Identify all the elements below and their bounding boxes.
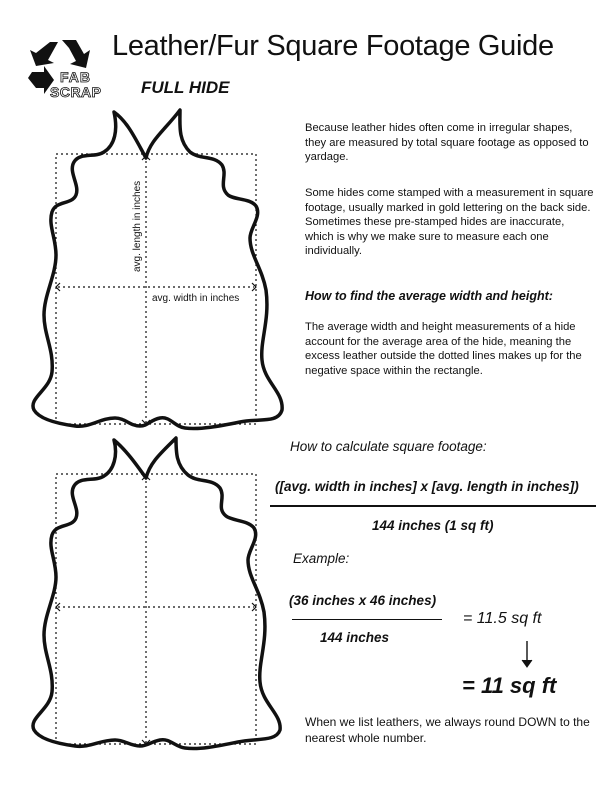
page-subtitle: FULL HIDE (141, 78, 230, 97)
hide-outline-top (33, 110, 282, 429)
page-title: Leather/Fur Square Footage Guide (112, 30, 554, 62)
average-paragraph: The average width and height measurements of a hide account for the average area of the hide, meaning the excess leather outside the dotted lines makes up for the negative space within the rectangle. (305, 321, 582, 377)
example-label: Example: (293, 551, 350, 566)
rounding-note: When we list leathers, we always round DOWN to the nearest whole number. (305, 715, 590, 745)
width-height-heading: How to find the average width and height: (305, 289, 553, 303)
example-numerator: (36 inches x 46 inches) (289, 593, 437, 608)
width-label: avg. width in inches (152, 293, 240, 304)
example-result: = 11.5 sq ft (463, 610, 542, 627)
logo-text-fab: FAB (60, 69, 91, 85)
formula-divider (270, 505, 596, 507)
formula-numerator: ([avg. width in inches] x [avg. length in inches]) (275, 479, 579, 494)
formula-denominator: 144 inches (1 sq ft) (372, 518, 494, 533)
arrow-down-icon (520, 641, 534, 669)
hide-outline-bottom (33, 438, 280, 749)
calc-heading: How to calculate square footage: (290, 439, 487, 454)
example-denominator: 144 inches (320, 630, 390, 645)
length-label: avg. length in inches (132, 180, 143, 272)
stamp-paragraph: Some hides come stamped with a measurement in square footage, usually marked in gold lettering on the back side. Sometimes these pre-stamped hides are inaccurate, which is why we make sure to measure each one individually. (305, 187, 594, 257)
logo-text-scrap: SCRAP (50, 84, 102, 100)
intro-paragraph: Because leather hides often come in irregular shapes, they are measured by total square footage as opposed to yardage. (305, 122, 589, 163)
example-divider (292, 619, 442, 620)
final-result: = 11 sq ft (462, 673, 557, 698)
